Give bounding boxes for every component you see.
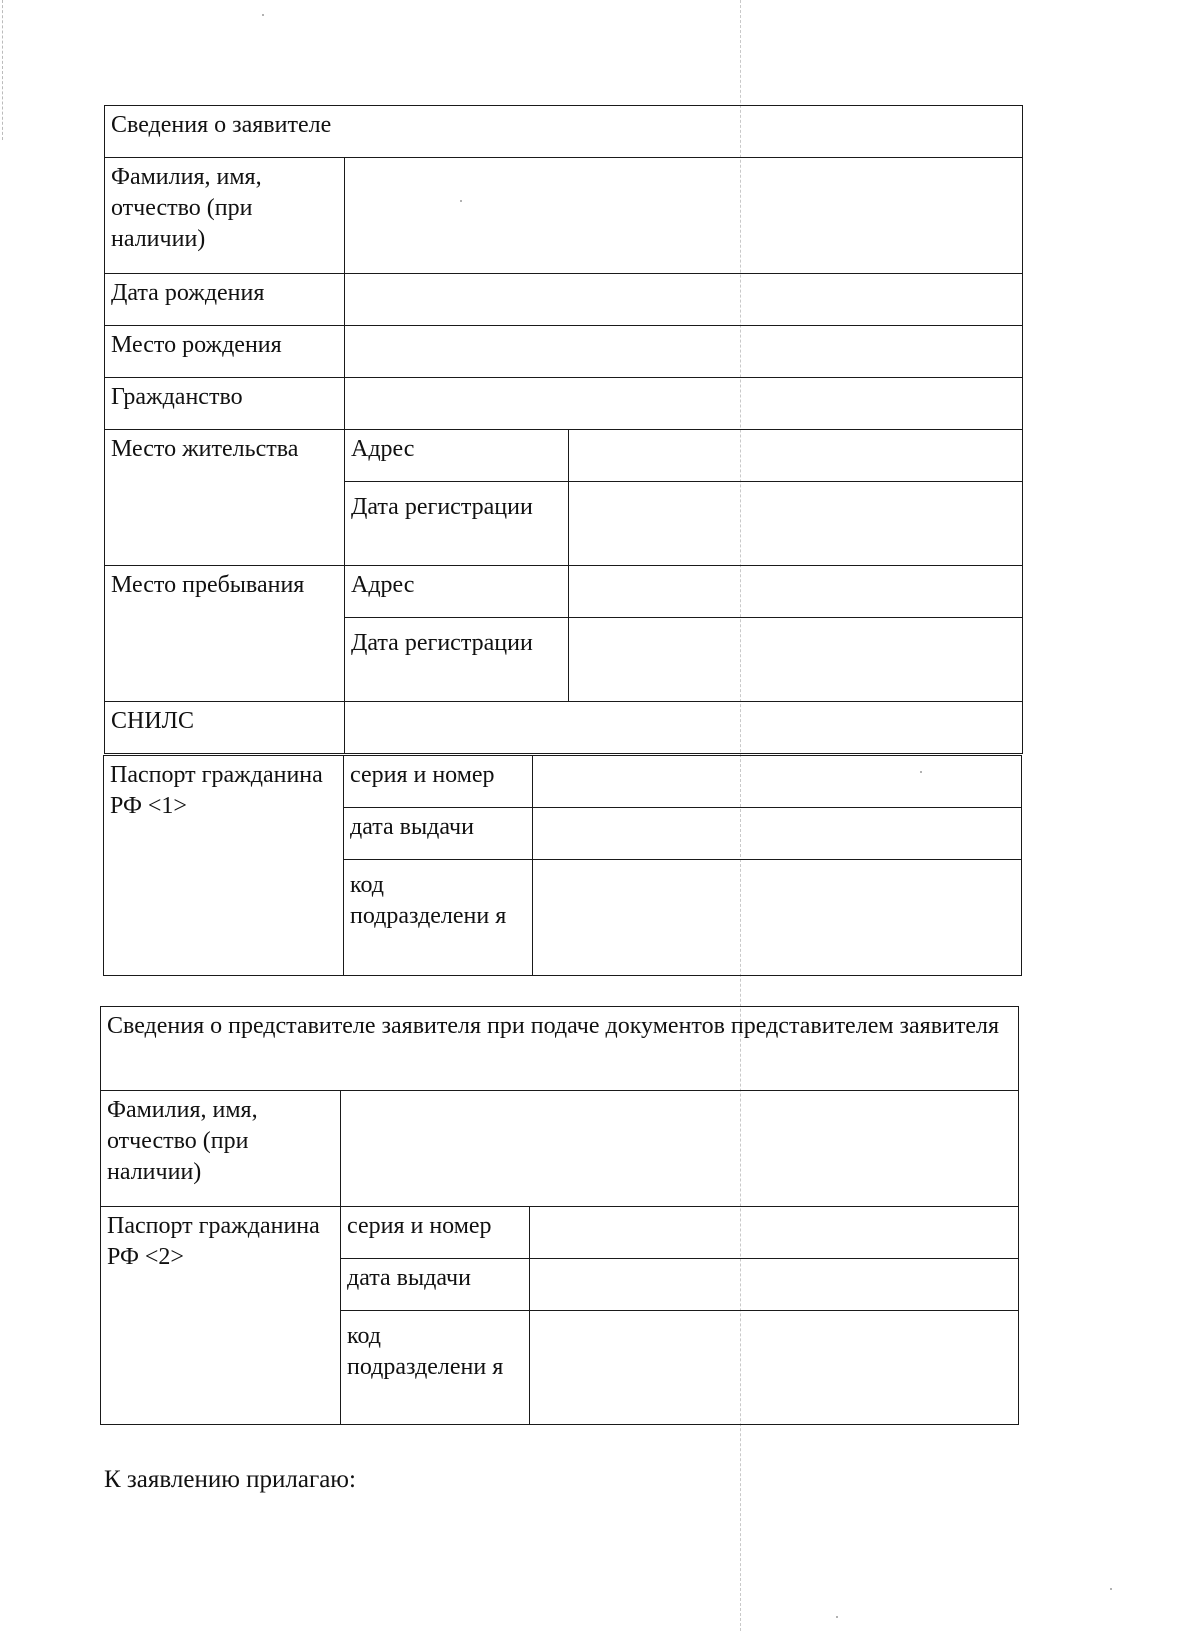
- applicant-passport-table: [103, 755, 1022, 976]
- representative-passport-division-code-field[interactable]: [530, 1311, 1019, 1425]
- applicant-citizenship-field[interactable]: [345, 378, 1023, 430]
- applicant-full-name-field[interactable]: [345, 158, 1023, 274]
- stay-address-field[interactable]: [569, 566, 1023, 618]
- applicant-section-title: Сведения о заявителе: [105, 106, 1023, 158]
- applicant-passport-series-number-field[interactable]: [533, 756, 1022, 808]
- stay-label: Место пребывания: [105, 566, 345, 702]
- applicant-passport-division-code-label: код подразделени я: [344, 860, 533, 976]
- residence-address-label: Адрес: [345, 430, 569, 482]
- scan-speck: [836, 1616, 838, 1618]
- stay-registration-date-label: Дата регистрации: [345, 618, 569, 702]
- residence-registration-date-label: Дата регистрации: [345, 482, 569, 566]
- attachments-heading: К заявлению прилагаю:: [104, 1466, 356, 1493]
- stay-registration-date-field[interactable]: [569, 618, 1023, 702]
- representative-passport-issue-date-field[interactable]: [530, 1259, 1019, 1311]
- applicant-passport-series-number-label: серия и номер: [344, 756, 533, 808]
- representative-passport-division-code-label: код подразделени я: [341, 1311, 530, 1425]
- representative-section-title: Сведения о представителе заявителя при подаче документов представителем заявителя: [101, 1007, 1019, 1091]
- scan-speck: [262, 14, 264, 16]
- residence-address-field[interactable]: [569, 430, 1023, 482]
- scan-speck: [920, 771, 922, 773]
- representative-passport-series-number-label: серия и номер: [341, 1207, 530, 1259]
- representative-full-name-field[interactable]: [341, 1091, 1019, 1207]
- representative-passport-issue-date-label: дата выдачи: [341, 1259, 530, 1311]
- snils-label: СНИЛС: [105, 702, 345, 754]
- applicant-passport-division-code-field[interactable]: [533, 860, 1022, 976]
- scan-speck: [1110, 1588, 1112, 1590]
- applicant-passport-issue-date-field[interactable]: [533, 808, 1022, 860]
- applicant-info-table: [104, 105, 1023, 754]
- residence-registration-date-field[interactable]: [569, 482, 1023, 566]
- scan-speck: [460, 200, 462, 202]
- applicant-full-name-label: Фамилия, имя, отчество (при наличии): [105, 158, 345, 274]
- representative-passport-series-number-field[interactable]: [530, 1207, 1019, 1259]
- residence-label: Место жительства: [105, 430, 345, 566]
- stay-address-label: Адрес: [345, 566, 569, 618]
- representative-full-name-label: Фамилия, имя, отчество (при наличии): [101, 1091, 341, 1207]
- applicant-birth-date-label: Дата рождения: [105, 274, 345, 326]
- applicant-passport-label: Паспорт гражданина РФ <1>: [104, 756, 344, 976]
- applicant-citizenship-label: Гражданство: [105, 378, 345, 430]
- representative-passport-label: Паспорт гражданина РФ <2>: [101, 1207, 341, 1425]
- applicant-passport-issue-date-label: дата выдачи: [344, 808, 533, 860]
- applicant-birth-date-field[interactable]: [345, 274, 1023, 326]
- representative-info-table: [100, 1006, 1019, 1425]
- scan-edge-mark: [2, 0, 3, 140]
- snils-field[interactable]: [345, 702, 1023, 754]
- applicant-birth-place-field[interactable]: [345, 326, 1023, 378]
- applicant-birth-place-label: Место рождения: [105, 326, 345, 378]
